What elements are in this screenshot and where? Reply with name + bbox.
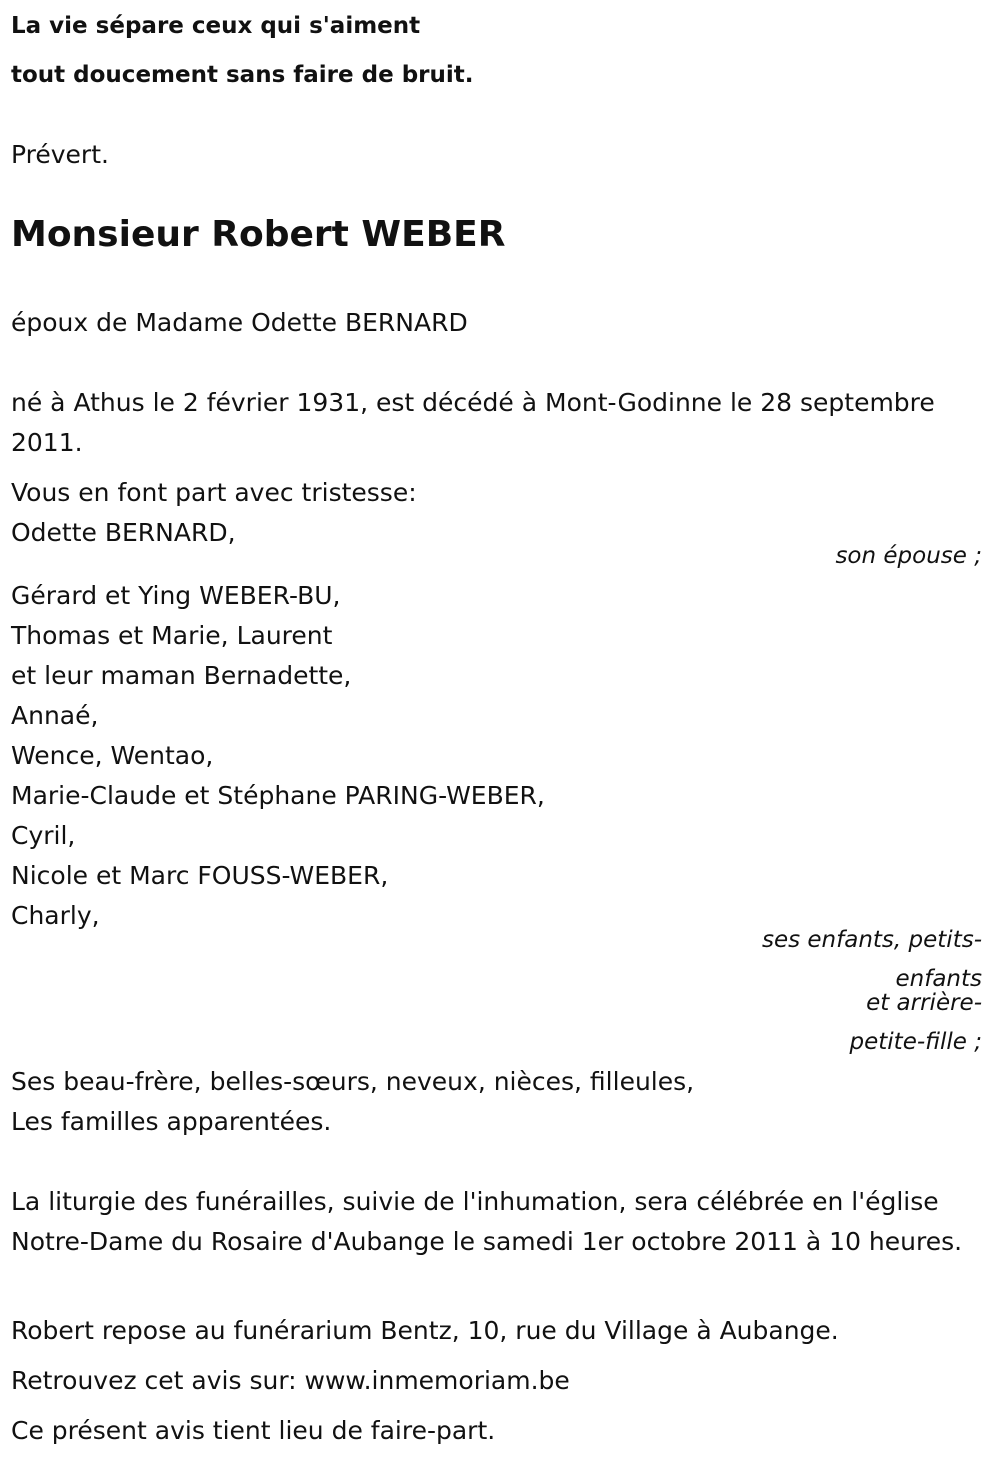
list-item: Gérard et Ying WEBER-BU, (11, 581, 341, 610)
list-item: Marie-Claude et Stéphane PARING-WEBER, (11, 781, 545, 810)
website-line: Retrouvez cet avis sur: www.inmemoriam.be (11, 1366, 570, 1395)
spouse-role: son épouse ; (835, 543, 982, 569)
ceremony-text: La liturgie des funérailles, suivie de l'inhumation, sera célébrée en l'église Notre-Dame du Rosaire d'Aubange le samedi 1er octobre 2011 à 10 heures. (11, 1187, 963, 1256)
deceased-name: Monsieur Robert WEBER (11, 214, 506, 255)
list-item: Charly, (11, 901, 100, 930)
notice-line: Ce présent avis tient lieu de faire-part. (11, 1416, 496, 1445)
list-item: Thomas et Marie, Laurent (11, 621, 333, 650)
relatives-line-1: Ses beau-frère, belles-sœurs, neveux, nièces, filleules, (11, 1067, 695, 1096)
list-item: Cyril, (11, 821, 76, 850)
list-item: Wence, Wentao, (11, 741, 214, 770)
quote-line-2: tout doucement sans faire de bruit. (11, 62, 474, 88)
children-role-line-1: ses enfants, petits- (761, 927, 982, 953)
quote-line-1: La vie sépare ceux qui s'aiment (11, 13, 421, 39)
children-role-line-3: et arrière- (866, 990, 982, 1016)
spouse-line: époux de Madame Odette BERNARD (11, 308, 468, 337)
children-role-line-2: enfants (895, 966, 982, 992)
list-item: et leur maman Bernadette, (11, 661, 352, 690)
list-item: Annaé, (11, 701, 99, 730)
children-role-line-4: petite-fille ; (849, 1029, 982, 1055)
intro-line: Vous en font part avec tristesse: (11, 478, 417, 507)
spouse-name: Odette BERNARD, (11, 518, 236, 547)
rest-line: Robert repose au funérarium Bentz, 10, rue du Village à Aubange. (11, 1316, 839, 1345)
list-item: Nicole et Marc FOUSS-WEBER, (11, 861, 389, 890)
quote-author: Prévert. (11, 140, 109, 169)
relatives-line-2: Les familles apparentées. (11, 1107, 332, 1136)
birth-death-line: né à Athus le 2 février 1931, est décédé à Mont-Godinne le 28 septembre 2011. (11, 388, 935, 457)
